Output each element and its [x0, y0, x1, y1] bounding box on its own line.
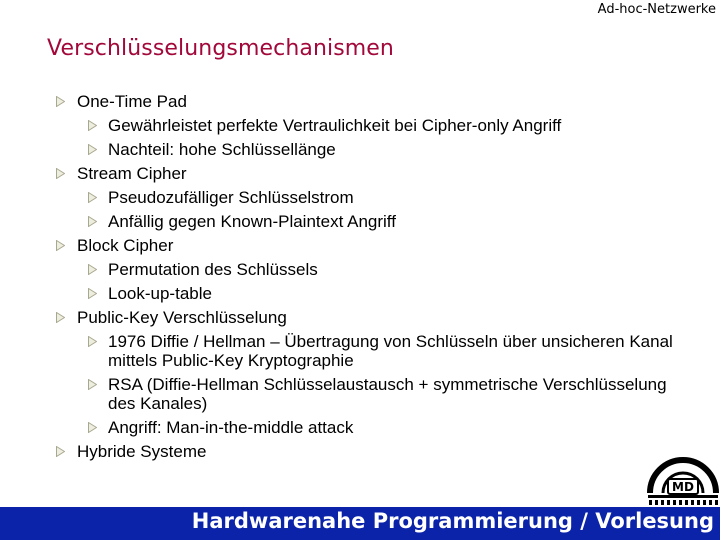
- sub-bullet-item: [0, 284, 720, 303]
- sub-bullet-text: 1976 Diffie / Hellman – Übertragung von Schlüsseln über unsicheren Kanal mittels Public-Key Kryptographie: [108, 332, 673, 370]
- sub-bullet-text: RSA (Diffie-Hellman Schlüsselaustausch + symmetrische Verschlüsselung des Kanales): [108, 375, 667, 413]
- sub-bullet-item: [0, 375, 720, 413]
- triangle-bullet-icon: [56, 168, 65, 179]
- sub-bullet-item: [0, 140, 720, 159]
- footer-title: Hardwarenahe Programmierung / Vorlesung: [191, 509, 714, 533]
- bullet-text: One-Time Pad: [77, 92, 187, 111]
- bullet-item: [0, 308, 720, 327]
- bullet-list: [0, 92, 720, 466]
- triangle-bullet-icon: [88, 120, 97, 131]
- sub-bullet-item: [0, 332, 720, 370]
- bullet-item: [0, 236, 720, 255]
- triangle-bullet-icon: [88, 336, 97, 347]
- sub-bullet-item: [0, 188, 720, 207]
- footer-bar: [0, 507, 720, 540]
- triangle-bullet-icon: [88, 264, 97, 275]
- triangle-bullet-icon: [88, 144, 97, 155]
- triangle-bullet-icon: [88, 379, 97, 390]
- bullet-item: [0, 442, 720, 461]
- triangle-bullet-icon: [88, 288, 97, 299]
- sub-bullet-item: [0, 212, 720, 231]
- triangle-bullet-icon: [56, 312, 65, 323]
- logo-text: MD: [672, 480, 694, 494]
- bullet-text: Hybride Systeme: [77, 442, 207, 461]
- triangle-bullet-icon: [88, 422, 97, 433]
- sub-bullet-text: Anfällig gegen Known-Plaintext Angriff: [108, 212, 396, 231]
- sub-bullet-text: Permutation des Schlüssels: [108, 260, 318, 279]
- slide-title: Verschlüsselungsmechanismen: [47, 36, 394, 61]
- triangle-bullet-icon: [56, 96, 65, 107]
- sub-bullet-text: Nachteil: hohe Schlüssellänge: [108, 140, 336, 159]
- triangle-bullet-icon: [88, 192, 97, 203]
- sub-bullet-text: Angriff: Man-in-the-middle attack: [108, 418, 354, 437]
- bullet-item: [0, 92, 720, 111]
- sub-bullet-text: Gewährleistet perfekte Vertraulichkeit bei Cipher-only Angriff: [108, 116, 562, 135]
- header-label: Ad-hoc-Netzwerke: [597, 2, 716, 17]
- triangle-bullet-icon: [88, 216, 97, 227]
- sub-bullet-text: Look-up-table: [108, 284, 212, 303]
- triangle-bullet-icon: [56, 446, 65, 457]
- sub-bullet-item: [0, 116, 720, 135]
- bullet-item: [0, 164, 720, 183]
- sub-bullet-item: [0, 260, 720, 279]
- sub-bullet-text: Pseudozufälliger Schlüsselstrom: [108, 188, 354, 207]
- bullet-text: Block Cipher: [77, 236, 174, 255]
- bullet-text: Public-Key Verschlüsselung: [77, 308, 287, 327]
- bullet-text: Stream Cipher: [77, 164, 187, 183]
- triangle-bullet-icon: [56, 240, 65, 251]
- sub-bullet-item: [0, 418, 720, 437]
- md-logo: [646, 455, 720, 507]
